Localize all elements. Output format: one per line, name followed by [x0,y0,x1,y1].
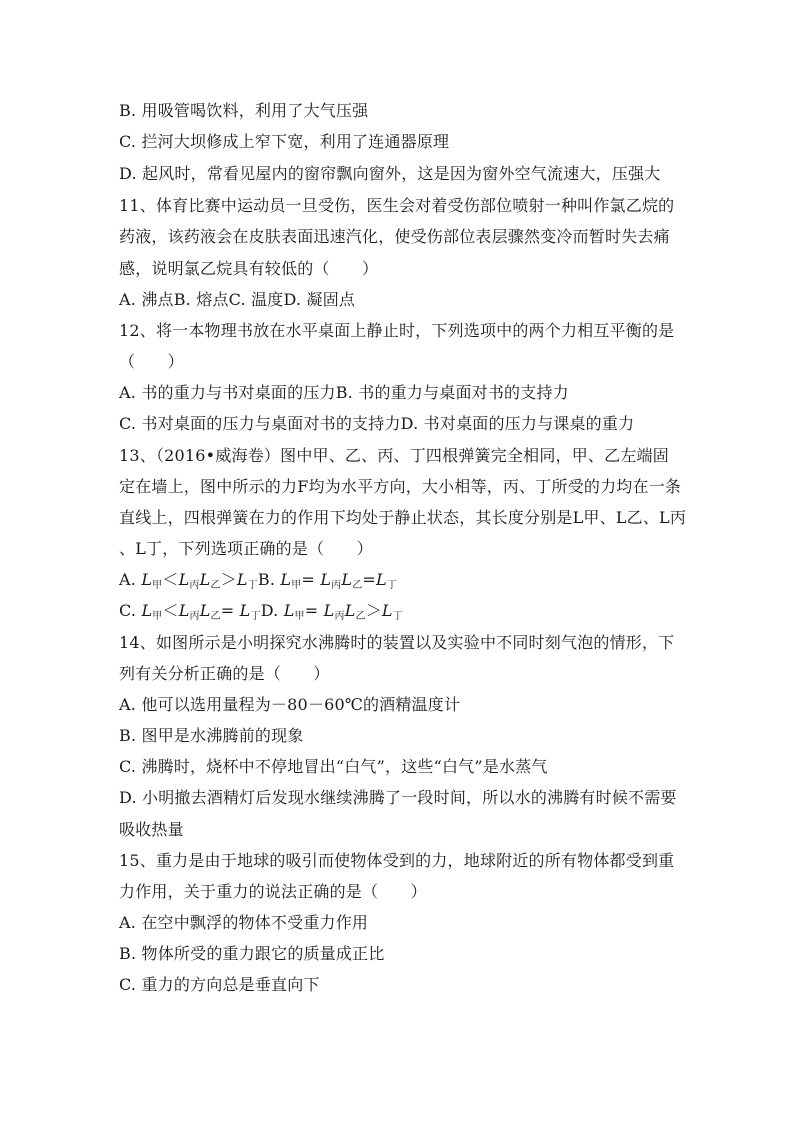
question-13-line-2: 定在墙上，图中所示的力F均为水平方向，大小相等，丙、丁所受的力均在一条 [119,477,682,496]
option-14c: C. 沸腾时，烧杯中不停地冒出“白气”，这些“白气”是水蒸气 [119,757,548,776]
math-symbol: ＞ [365,601,382,620]
math-l: L [178,570,190,589]
math-l: L [381,601,393,620]
math-l: L [141,601,153,620]
math-symbol: = [362,570,376,589]
question-14-line-1: 14、如图所示是小明探究水沸腾时的装置以及实验中不同时刻气泡的情形，下 [119,633,675,652]
subscript: 乙 [352,580,363,591]
subscript: 丙 [189,580,200,591]
math-symbol: = [220,601,240,620]
subscript: 甲 [152,580,163,591]
question-13-line-1: 13、（2016•威海卷）图中甲、乙、丙、丁四根弹簧完全相同，甲、乙左端固 [119,446,669,465]
math-l: L [236,570,248,589]
subscript: 乙 [355,611,366,622]
subscript: 丁 [247,580,258,591]
options-13-ab [119,570,397,596]
question-14-line-2: 列有关分析正确的是（ ） [119,664,330,683]
question-15-line-1: 15、重力是由于地球的吸引而使物体受到的力，地球附近的所有物体都受到重 [119,851,675,870]
subscript: 甲 [294,611,305,622]
option-d-prefix: D. [260,601,284,620]
subscript: 丁 [250,611,261,622]
math-l: L [341,570,353,589]
question-12-line-1: 12、将一本物理书放在水平桌面上静止时，下列选项中的两个力相互平衡的是 [119,321,675,340]
math-symbol: = [301,570,321,589]
option-15a: A. 在空中飘浮的物体不受重力作用 [119,913,369,932]
subscript: 丙 [189,611,200,622]
options-13-cd [119,601,403,627]
option-10c: C. 拦河大坝修成上窄下宽，利用了连通器原理 [119,132,450,151]
subscript: 乙 [210,580,221,591]
question-11-line-1: 11、体育比赛中运动员一旦受伤，医生会对着受伤部位喷射一种叫作氯乙烷的 [119,196,675,215]
math-l: L [178,601,190,620]
option-14d-line-1: D. 小明撤去酒精灯后发现水继续沸腾了一段时间，所以水的沸腾有时候不需要 [119,788,677,807]
option-15c: C. 重力的方向总是垂直向下 [119,975,320,994]
math-l: L [376,570,387,589]
math-l: L [283,601,295,620]
option-15b: B. 物体所受的重力跟它的质量成正比 [119,944,385,963]
math-l: L [239,601,251,620]
options-12-cd: C. 书对桌面的压力与桌面对书的支持力D. 书对桌面的压力与课桌的重力 [119,414,635,433]
subscript: 丁 [386,580,398,591]
subscript: 乙 [210,611,221,622]
option-10b: B. 用吸管喝饮料，利用了大气压强 [119,101,369,120]
option-a-prefix: A. [119,570,142,589]
subscript: 丙 [334,611,345,622]
math-l: L [199,601,211,620]
math-l: L [199,570,211,589]
question-13-line-3: 直线上，四根弹簧在力的作用下均处于静止状态，其长度分别是L甲、L乙、L丙 [119,508,687,527]
option-14b: B. 图甲是水沸腾前的现象 [119,726,304,745]
question-11-line-2: 药液，该药液会在皮肤表面迅速汽化，使受伤部位表层骤然变冷而暂时失去痛 [119,227,670,246]
option-c-prefix: C. [119,601,142,620]
math-symbol: ＞ [220,570,237,589]
subscript: 丁 [392,611,403,622]
math-l: L [323,601,335,620]
option-14d-line-2: 吸收热量 [119,820,184,839]
math-symbol: = [304,601,324,620]
math-l: L [280,570,292,589]
subscript: 丙 [331,580,342,591]
options-11: A. 沸点B. 熔点C. 温度D. 凝固点 [119,290,356,309]
math-l: L [141,570,153,589]
option-14a: A. 他可以选用量程为－80－60℃的酒精温度计 [119,695,461,714]
question-12-line-2: （ ） [119,352,184,371]
math-symbol: ＜ [162,570,179,589]
subscript: 甲 [291,580,302,591]
math-l: L [320,570,332,589]
subscript: 甲 [152,611,163,622]
math-symbol: ＜ [162,601,179,620]
options-12-ab: A. 书的重力与书对桌面的压力B. 书的重力与桌面对书的支持力 [119,383,569,402]
option-b-prefix: B. [257,570,281,589]
question-15-line-2: 力作用，关于重力的说法正确的是（ ） [119,882,427,901]
math-l: L [344,601,356,620]
question-11-line-3: 感，说明氯乙烷具有较低的（ ） [119,259,379,278]
question-13-line-4: 、L丁，下列选项正确的是（ ） [119,539,373,558]
option-10d: D. 起风时，常看见屋内的窗帘飘向窗外，这是因为窗外空气流速大，压强大 [119,164,661,183]
